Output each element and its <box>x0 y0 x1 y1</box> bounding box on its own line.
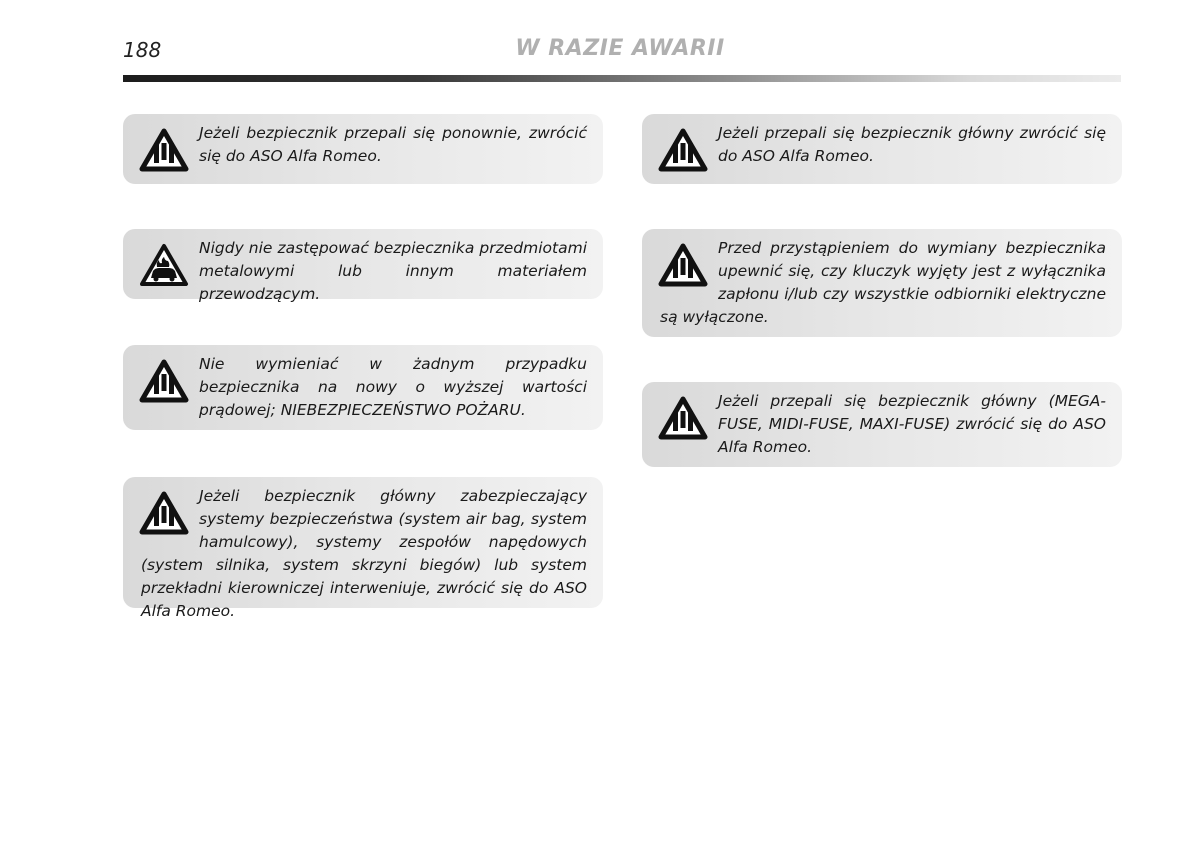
warning-text: Jeżeli bezpiecznik przepali się ponownie, zwrócić się do ASO Alfa Romeo. <box>199 124 587 165</box>
warning-box <box>642 229 1122 337</box>
warning-triangle-icon <box>139 491 189 535</box>
car-fire-warning-icon <box>139 243 189 287</box>
warning-triangle-icon <box>658 243 708 287</box>
warning-text: Przed przystąpieniem do wymiany bezpiecznika upewnić się, czy kluczyk wyjęty jest z wyłącznika zapłonu i/lub czy wszystkie odbiorniki elektryczne są wyłączone. <box>660 239 1106 326</box>
header-rule <box>123 75 1121 82</box>
warning-triangle-icon <box>658 128 708 172</box>
warning-text: Nigdy nie zastępować bezpiecznika przedmiotami metalowymi lub innym materiałem przewodzącym. <box>199 239 587 303</box>
warning-box <box>123 477 603 620</box>
warning-triangle-icon <box>139 128 189 172</box>
warning-box <box>642 382 1122 467</box>
warning-box <box>123 345 603 430</box>
warning-text: Jeżeli bezpiecznik główny zabezpieczający systemy bezpieczeństwa (system air bag, system hamulcowy), systemy zespołów napędowych (system silnika, system skrzyni biegów) lub system przekładni kierowniczej interweniuje, zwrócić się do ASO Alfa Romeo. <box>141 487 587 620</box>
warning-box <box>123 229 603 303</box>
warning-box <box>642 114 1122 184</box>
warning-triangle-icon <box>658 396 708 440</box>
page-number: 188 <box>123 38 162 62</box>
warning-text: Jeżeli przepali się bezpiecznik główny (MEGA-FUSE, MIDI-FUSE, MAXI-FUSE) zwrócić się do ASO Alfa Romeo. <box>718 392 1106 456</box>
warning-box <box>123 114 603 184</box>
section-title: W RAZIE AWARII <box>515 36 725 61</box>
warning-text: Nie wymieniać w żadnym przypadku bezpiecznika na nowy o wyższej wartości prądowej; NIEBEZPIECZEŃSTWO POŻARU. <box>199 355 587 419</box>
warning-triangle-icon <box>139 359 189 403</box>
warning-text: Jeżeli przepali się bezpiecznik główny zwrócić się do ASO Alfa Romeo. <box>718 124 1106 165</box>
